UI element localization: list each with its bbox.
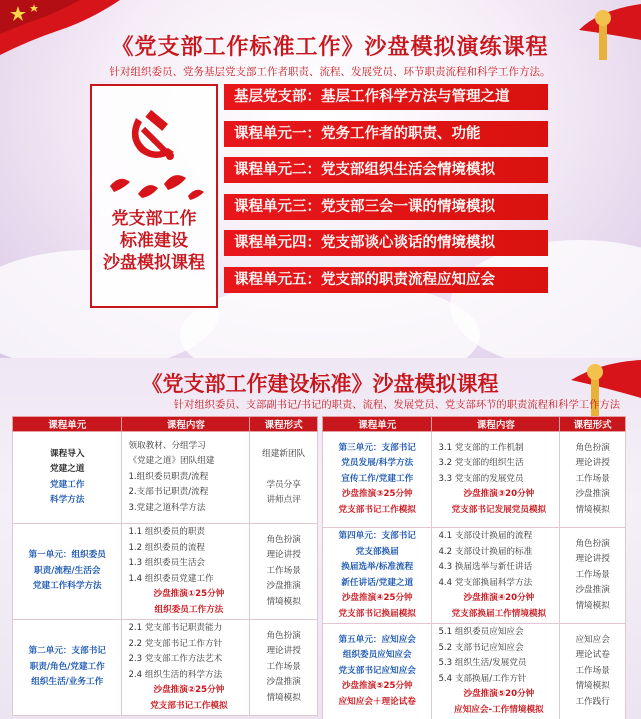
content-line: 领取教材、分组学习	[128, 440, 206, 451]
course-unit-item: 基层党支部：基层工作科学方法与管理之道	[224, 84, 548, 110]
unit-cell	[323, 432, 432, 528]
header-unit: 课程单元	[13, 417, 122, 432]
form-line: 组建新团队	[262, 448, 306, 459]
content-highlight: 沙盘推演③20分钟	[463, 489, 535, 500]
unit-highlight: 党支部书记换届模拟	[338, 608, 416, 619]
content-line: 1.3 组织委员生活会	[128, 558, 206, 568]
form-line: 讲师点评	[266, 495, 301, 505]
unit-cell	[323, 528, 432, 624]
form-line: 工作践行	[575, 696, 610, 707]
content-highlight: 应知应会-工作情境模拟	[454, 704, 544, 715]
form-line: 角色扮演	[575, 442, 610, 453]
emblem-line: 沙盘模拟课程	[103, 253, 205, 273]
content-line: 5.1 组织委员应知应会	[438, 627, 524, 637]
unit-line: 第五单元：应知应会	[338, 634, 416, 645]
table-row	[323, 624, 626, 719]
unit-line: 第四单元：支部书记	[338, 531, 416, 541]
content-cell	[122, 524, 250, 620]
content-line: 5.2 支部书记应知应会	[438, 642, 524, 653]
content-line: 1.组织委员职责/流程	[128, 471, 209, 482]
form-line: 情境模拟	[266, 596, 301, 607]
unit-highlight: 沙盘推演⑤25分钟	[341, 681, 413, 692]
content-line: 2.4 组织生活的科学方法	[128, 669, 223, 680]
form-line: 沙盘推演	[266, 581, 301, 592]
course-unit-item: 课程单元三：党支部三会一课的情境模拟	[224, 194, 548, 220]
section-subtitle: 针对组织委员、支部副书记/书记的职责、流程、发展党员、党支部环节的职责流程和科学工作方法	[173, 399, 620, 411]
table-row	[323, 432, 626, 528]
course-unit-item: 课程单元一：党务工作者的职责、功能	[224, 121, 548, 147]
content-highlight: 沙盘推演⑤20分钟	[463, 689, 535, 699]
content-highlight: 沙盘推演④20分钟	[463, 593, 535, 603]
content-line: 4.4 党支部换届科学方法	[438, 577, 533, 588]
form-line: 理论讲授	[266, 550, 301, 561]
header-form: 课程形式	[560, 417, 626, 432]
content-line: 4.2 支部设计换届的标准	[438, 546, 533, 557]
content-line: 1.2 组织委员的流程	[128, 542, 206, 553]
form-line: 情境模拟	[575, 504, 610, 515]
content-line: 2.2 党支部书记工作方针	[128, 638, 223, 649]
bottom-panel	[0, 358, 641, 719]
form-line: 工作场景	[575, 665, 610, 676]
unit-cell	[13, 432, 122, 524]
content-highlight: 组织委员工作方法	[154, 604, 224, 615]
unit-cell	[323, 624, 432, 719]
form-line: 工作场景	[266, 661, 301, 672]
form-line: 沙盘推演	[575, 489, 610, 500]
form-cell	[560, 624, 626, 719]
unit-cell	[13, 620, 122, 716]
content-line: 3.3 党支部的发展党员	[438, 473, 524, 484]
unit-line: 宣传工作/党建工作	[341, 473, 414, 484]
content-line: 2.3 党支部工作方法艺术	[128, 654, 223, 664]
content-cell	[432, 528, 560, 624]
content-cell	[122, 620, 250, 716]
content-highlight: 沙盘推演①25分钟	[153, 589, 225, 599]
content-line: 1.4 组织委员党建工作	[128, 573, 214, 584]
course-table-left	[12, 416, 318, 716]
content-line: 1.1 组织委员的职责	[128, 527, 206, 537]
form-line: 工作场景	[266, 565, 301, 576]
table-header-row	[13, 417, 318, 432]
content-line: 5.3 组织生活/发展党员	[438, 658, 527, 668]
form-line: 情境模拟	[575, 600, 610, 611]
form-cell	[250, 620, 318, 716]
table-row	[13, 620, 318, 716]
content-line: 3.党建之道科学方法	[128, 502, 206, 513]
form-line: 理论讲授	[575, 554, 610, 565]
header-form: 课程形式	[250, 417, 318, 432]
unit-line: 党建工作	[50, 479, 85, 490]
table-row	[13, 432, 318, 524]
page-subtitle: 针对组织委员、党务基层党支部工作者职责、流程、发展党员、环节职责流程和科学工作方法。	[109, 66, 551, 78]
form-line: 工作场景	[575, 569, 610, 580]
emblem-line: 标准建设	[120, 231, 188, 251]
content-line: 4.3 换届选举与新任讲话	[438, 562, 533, 572]
form-line: 沙盘推演	[575, 585, 610, 596]
page-title: 《党支部工作标准工作》沙盘模拟演练课程	[111, 35, 549, 60]
emblem-card	[90, 84, 218, 308]
unit-line: 第一单元：组织委员	[28, 550, 106, 561]
unit-highlight: 沙盘推演④25分钟	[341, 593, 413, 603]
unit-line: 新任讲话/党建之道	[341, 577, 414, 588]
form-line: 角色扮演	[266, 630, 301, 641]
form-line: 角色扮演	[266, 534, 301, 545]
unit-line: 党建之道	[50, 464, 85, 474]
emblem-line: 党支部工作	[111, 209, 197, 229]
form-cell	[250, 524, 318, 620]
emblem-caption	[92, 208, 216, 274]
content-line: 2.支部书记职责/流程	[128, 487, 209, 498]
dove-icons	[100, 166, 210, 206]
content-line: 4.1 支部设计换届的流程	[438, 531, 533, 541]
header-content: 课程内容	[432, 417, 560, 432]
form-line: 角色扮演	[575, 538, 610, 549]
content-cell	[432, 432, 560, 528]
form-cell	[250, 432, 318, 524]
content-cell	[432, 624, 560, 719]
form-line: 沙盘推演	[266, 677, 301, 688]
unit-line: 职责/角色/党建工作	[29, 661, 105, 672]
section-title: 《党支部工作建设标准》沙盘模拟课程	[141, 372, 499, 396]
form-line: 理论讲授	[575, 458, 610, 469]
form-cell	[560, 432, 626, 528]
content-highlight: 党支部书记工作模拟	[150, 700, 228, 711]
course-table-right	[322, 416, 626, 719]
unit-line: 科学方法	[50, 495, 85, 505]
content-line: 3.2 党支部的组织生活	[438, 458, 524, 469]
content-line: 2.1 党支部书记职责能力	[128, 623, 223, 633]
form-line: 理论试卷	[575, 650, 610, 661]
unit-line: 党建工作科学方法	[32, 581, 102, 592]
table-header-row	[323, 417, 626, 432]
unit-line: 党支部换届	[355, 546, 399, 557]
content-highlight: 沙盘推演②25分钟	[153, 685, 225, 695]
form-line: 情境模拟	[575, 681, 610, 692]
hammer-sickle-emblem-icon	[120, 106, 188, 166]
content-highlight: 党支部换届工作情境模拟	[451, 608, 547, 619]
unit-line: 职责/流程/生活会	[34, 565, 101, 576]
content-line: 3.1 党支部的工作机制	[438, 442, 524, 453]
unit-line: 第三单元：支部书记	[338, 442, 416, 453]
content-line: 5.4 支部换届/工作方针	[438, 673, 527, 684]
course-unit-list	[224, 84, 548, 303]
form-cell	[560, 528, 626, 624]
unit-line: 党支部书记应知应会	[338, 665, 416, 676]
unit-highlight: 沙盘推演③25分钟	[341, 489, 413, 500]
form-line: 理论讲授	[266, 646, 301, 657]
top-panel	[0, 0, 641, 358]
unit-line: 第二单元：支部书记	[28, 646, 106, 657]
unit-line: 课程导入	[50, 448, 85, 459]
form-line: 学员分享	[266, 479, 301, 490]
table-row	[323, 528, 626, 624]
course-unit-item: 课程单元二：党支部组织生活会情境模拟	[224, 157, 548, 183]
unit-line: 党员发展/科学方法	[341, 458, 414, 469]
header-content: 课程内容	[122, 417, 250, 432]
unit-highlight: 应知应会＋理论试卷	[338, 696, 416, 707]
form-line: 工作场景	[575, 473, 610, 484]
unit-line: 换届选举/标准流程	[341, 562, 414, 572]
unit-line: 组织生活/业务工作	[31, 677, 104, 688]
content-line: 《党建之道》团队组建	[128, 456, 215, 467]
header-unit: 课程单元	[323, 417, 432, 432]
form-line: 应知应会	[575, 634, 610, 645]
unit-line: 组织委员应知应会	[342, 650, 412, 661]
unit-cell	[13, 524, 122, 620]
form-line: 情境模拟	[266, 692, 301, 703]
course-unit-item: 课程单元五：党支部的职责流程应知应会	[224, 267, 548, 293]
content-cell	[122, 432, 250, 524]
course-unit-item: 课程单元四：党支部谈心谈话的情境模拟	[224, 230, 548, 256]
content-highlight: 党支部书记发展党员模拟	[451, 504, 547, 515]
unit-highlight: 党支部书记工作模拟	[338, 504, 416, 515]
table-row	[13, 524, 318, 620]
